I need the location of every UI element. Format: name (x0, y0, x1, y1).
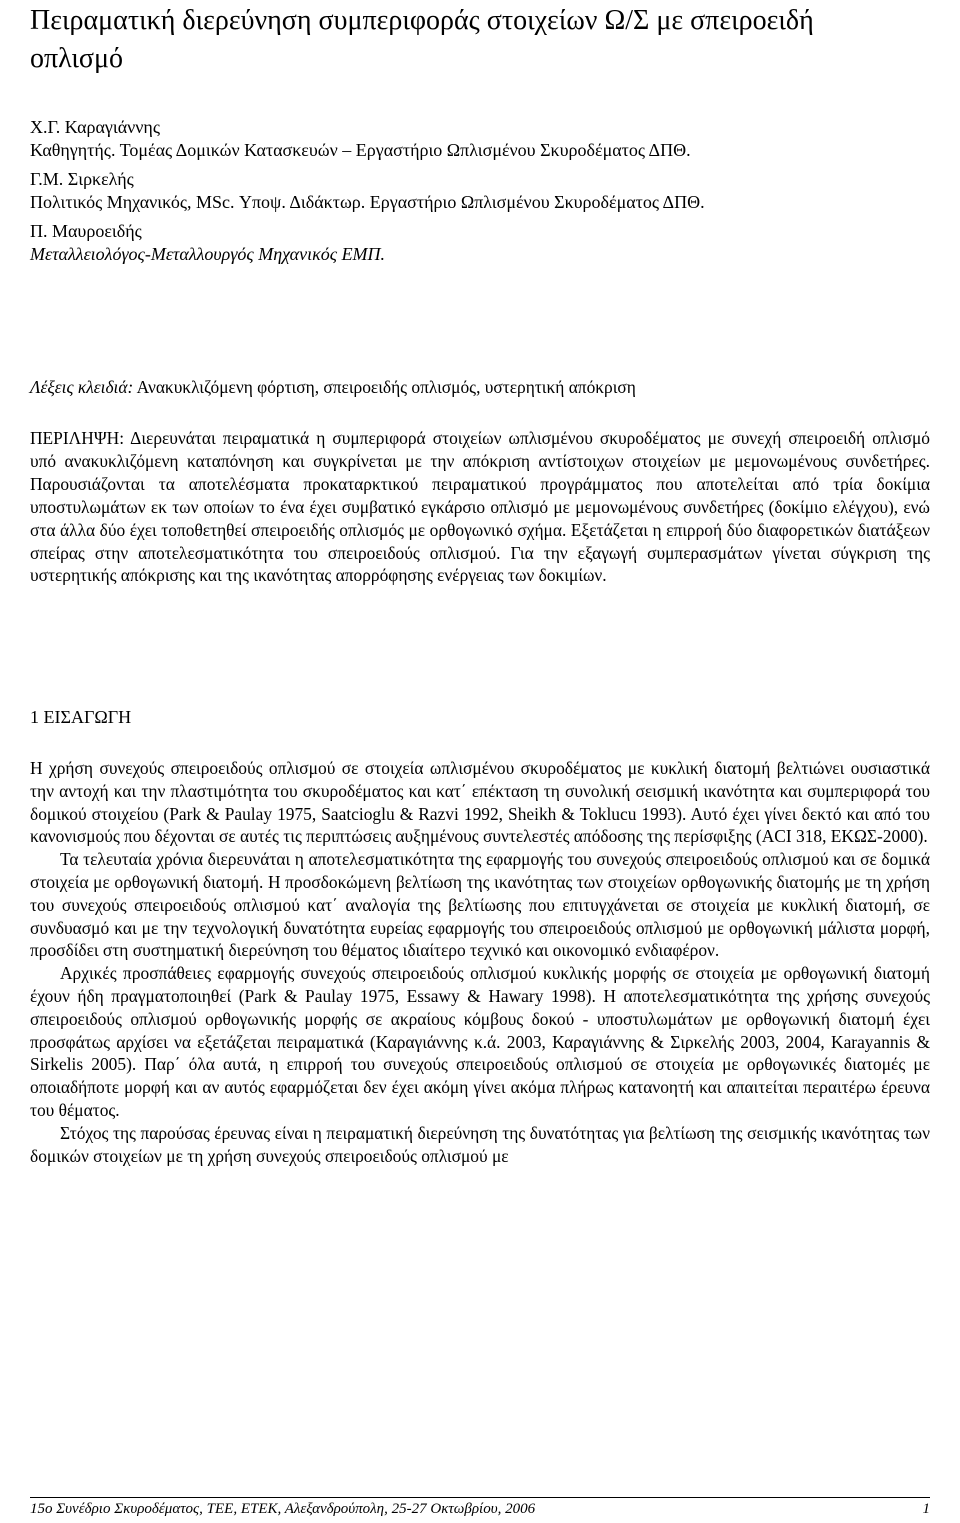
section-heading: 1 ΕΙΣΑΓΩΓΗ (30, 707, 132, 727)
author-name: Χ.Γ. Καραγιάννης (30, 117, 160, 137)
abstract: ΠΕΡΙΛΗΨΗ: Διερευνάται πειραματικά η συμπεριφορά στοιχείων ωπλισμένου σκυροδέματος με συνεχή σπειροειδή οπλισμό υπό ανακυκλιζόμενη καταπόνηση και συγκρίνεται με την απόκριση αντίστοιχων στοιχείων με μεμονωμένους συνδετήρες. Παρουσιάζονται τα αποτελέσματα προκαταρκτικού πειραματικού προγράμματος που αποτελείται από τρία δοκίμια υποστυλωμάτων εκ των οποίων το ένα έχει συμβατικό εγκάρσιο οπλισμό με μεμονωμένους συνδετήρες (δοκίμιο ελέγχου), ενώ στα άλλα δύο έχει τοποθετηθεί σπειροειδής οπλισμός με ορθογωνικό σχήμα. Εξετάζεται η επιρροή δύο διαφορετικών διατάξεων σπείρας στην αποτελεσματικότητα του σπειροειδούς οπλισμού. Για την εξαγωγή συμπερασμάτων γίνεται σύγκριση της υστερητικής απόκρισης και της ικανότητας απορρόφησης ενέργειας των δοκιμίων. (30, 428, 930, 586)
author-block (30, 116, 930, 266)
footer-divider (30, 1497, 930, 1498)
section-body (30, 757, 930, 1167)
keywords-text: Ανακυκλιζόμενη φόρτιση, σπειροειδής οπλισμός, υστερητική απόκριση (133, 377, 636, 397)
body-paragraph: Η χρήση συνεχούς σπειροειδούς οπλισμού σε στοιχεία ωπλισμένου σκυροδέματος με κυκλική διατομή βελτιώνει ουσιαστικά την αντοχή και την πλαστιμότητα του σκυροδέματος και κατ΄ επέκταση τη συνολική σεισμική ικανότητα και συμπεριφορά του δομικού στοιχείου (Park & Paulay 1975, Saatcioglu & Razvi 1992, Sheikh & Toklucu 1993). Αυτό έχει γίνει δεκτό και από του κανονισμούς που δέχονται σε αυτές τις περιπτώσεις αυξημένους συντελεστές απόδοσης της περίσφιξης (ACI 318, ΕΚΩΣ-2000). (30, 758, 930, 847)
author-name: Γ.Μ. Σιρκελής (30, 169, 134, 189)
footer-conference: 15ο Συνέδριο Σκυροδέματος, ΤΕΕ, ΕΤΕΚ, Αλεξανδρούπολη, 25-27 Οκτωβρίου, 2006 (30, 1501, 536, 1517)
body-paragraph: Τα τελευταία χρόνια διερευνάται η αποτελεσματικότητα της εφαρμογής του συνεχούς σπειροειδούς οπλισμού και σε δομικά στοιχεία με ορθογωνική διατομή. Η προσδοκώμενη βελτίωση της ικανότητας των στοιχείων ορθογωνικής διατομής με τη χρήση του συνεχούς σπειροειδούς οπλισμού κατ΄ αναλογία της βελτίωσης που επιτυγχάνεται σε στοιχεία με κυκλική διατομή, σε συνδυασμό και με την τεχνολογική δυνατότητα ευρείας εφαρμογής του σπειροειδούς οπλισμού με ορθογωνική μάλιστα μορφή, προσδίδει στη συστηματική διερεύνηση του θέματος ιδιαίτερο τεχνικό και οικονομικό ενδιαφέρον. (30, 849, 930, 961)
author-affiliation: Μεταλλειολόγος-Μεταλλουργός Μηχανικός ΕΜΠ. (30, 244, 386, 264)
body-paragraph: Αρχικές προσπάθειες εφαρμογής συνεχούς σπειροειδούς οπλισμού κυκλικής μορφής σε στοιχεία με ορθογωνική διατομή έχουν ήδη πραγματοποιηθεί (Park & Paulay 1975, Essawy & Hawary 1998). Η αποτελεσματικότητα της χρήσης συνεχούς σπειροειδούς οπλισμού ορθογωνικής μορφής σε ακραίους κόμβους δοκού - υποστυλωμάτων με ορθογωνική διατομή έχει προσφάτως αρχίσει να εξετάζεται πειραματικά (Καραγιάννης κ.ά. 2003, Καραγιάννης & Σιρκελής 2003, 2004, Karayannis & Sirkelis 2005). Παρ΄ όλα αυτά, η επιρροή του συνεχούς σπειροειδούς οπλισμού σε στοιχεία με ορθογωνικές διατομές με οποιαδήποτε μορφή και αν αυτός εφαρμόζεται δεν έχει ακόμη γίνει ακόμα πλήρως κατανοητή και απαιτείται περαιτέρω έρευνα του θέματος. (30, 963, 930, 1120)
keywords (30, 376, 930, 399)
author-name: Π. Μαυροειδής (30, 221, 142, 241)
body-paragraph: Στόχος της παρούσας έρευνας είναι η πειραματική διερεύνηση της δυνατότητας για βελτίωση της σεισμικής ικανότητας των δομικών στοιχείων με τη χρήση συνεχούς σπειροειδούς οπλισμού με (30, 1122, 930, 1166)
keywords-label: Λέξεις κλειδιά: (30, 377, 134, 397)
paper-title: Πειραματική διερεύνηση συμπεριφοράς στοιχείων Ω/Σ με σπειροειδή οπλισμό (30, 5, 814, 74)
author-affiliation: Πολιτικός Μηχανικός, MSc. Υποψ. Διδάκτωρ. Εργαστήριο Ωπλισμένου Σκυροδέματος ΔΠΘ. (30, 192, 705, 212)
page-number: 1 (922, 1501, 930, 1517)
author-affiliation: Καθηγητής. Τομέας Δομικών Κατασκευών – Εργαστήριο Ωπλισμένου Σκυροδέματος ΔΠΘ. (30, 140, 691, 160)
